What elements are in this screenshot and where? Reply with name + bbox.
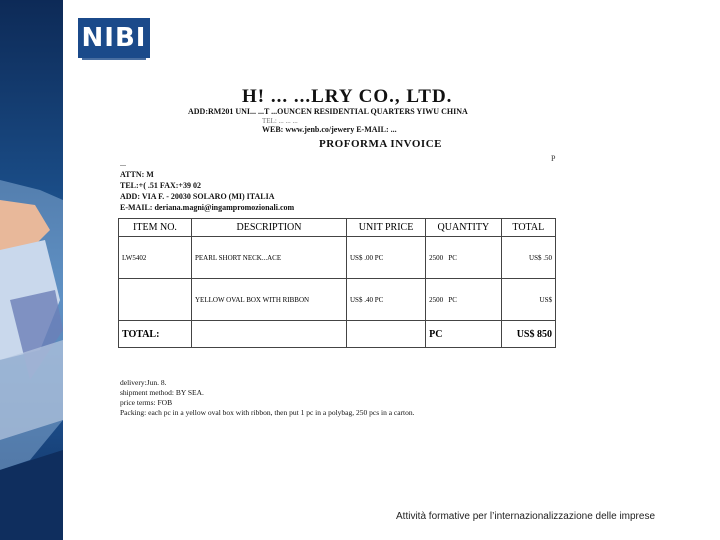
company-address: ADD:RM201 UNI... ...T ...OUNCEN RESIDENTIAL QUARTERS YIWU CHINA [188,107,468,116]
company-tel: TEL: ... ... ... [262,117,298,125]
invoice-table [118,218,556,348]
nibi-logo [78,18,150,58]
qty-unit: PC [448,253,457,262]
table-row [119,279,556,321]
company-web: WEB: www.jenb.co/jewery E-MAIL: ... [262,125,397,134]
cell-unit-price [347,279,426,321]
table-total-row [119,321,556,348]
total-value: US$ 850 [501,321,555,348]
price-unit: PC [374,295,384,304]
total-label: TOTAL: [119,321,192,348]
logo-text: NIBI [81,23,147,53]
cell-quantity [426,279,501,321]
document-title: PROFORMA INVOICE [319,138,442,150]
recipient-info [120,158,294,213]
header-quantity: QUANTITY [426,219,501,237]
note-delivery: delivery:Jun. 8. [120,378,167,387]
cell-description: YELLOW OVAL BOX WITH RIBBON [192,279,347,321]
sidebar-decoration [0,0,63,540]
info-tel: TEL:+( .51 FAX:+39 02 [120,181,201,190]
page-mark: P [551,154,556,163]
header-total: TOTAL [501,219,555,237]
total-unit: PC [426,321,501,348]
cell-total: US$ .50 [501,237,555,279]
header-unit-price: UNIT PRICE [347,219,426,237]
note-price-terms: price terms: FOB [120,398,173,407]
cell-total: US$ [501,279,555,321]
cell-item-no: LW5402 [119,237,192,279]
info-attn: ATTN: M [120,170,154,179]
note-packing: Packing: each pc in a yellow oval box with ribbon, then put 1 pc in a polybag, 250 pcs in a carton. [120,408,415,417]
total-empty-desc [192,321,347,348]
price-value: US$ .00 [350,253,373,262]
cell-item-no [119,279,192,321]
header-description: DESCRIPTION [192,219,347,237]
cell-unit-price [347,237,426,279]
qty-unit: PC [448,295,457,304]
hand-photo-icon [0,0,63,540]
info-email: E-MAIL: deriana.magni@ingampromozionali.com [120,203,295,212]
note-shipment: shipment method: BY SEA. [120,388,204,397]
qty-value: 2500 [429,253,444,262]
company-name: H! ... ...LRY CO., LTD. [242,86,453,107]
table-header-row [119,219,556,237]
footer-text: Attività formative per l’internazionalizzazione delle imprese [396,511,656,522]
cell-description: PEARL SHORT NECK...ACE [192,237,347,279]
total-empty-price [347,321,426,348]
price-value: US$ .40 [350,295,373,304]
table-row [119,237,556,279]
header-item-no: ITEM NO. [119,219,192,237]
price-unit: PC [374,253,384,262]
cell-quantity [426,237,501,279]
logo-underline [82,58,146,60]
qty-value: 2500 [429,295,444,304]
info-address: ADD: VIA F. - 20030 SOLARO (MI) ITALIA [120,192,275,201]
invoice-notes [120,378,415,418]
info-line0: ... [120,159,126,168]
